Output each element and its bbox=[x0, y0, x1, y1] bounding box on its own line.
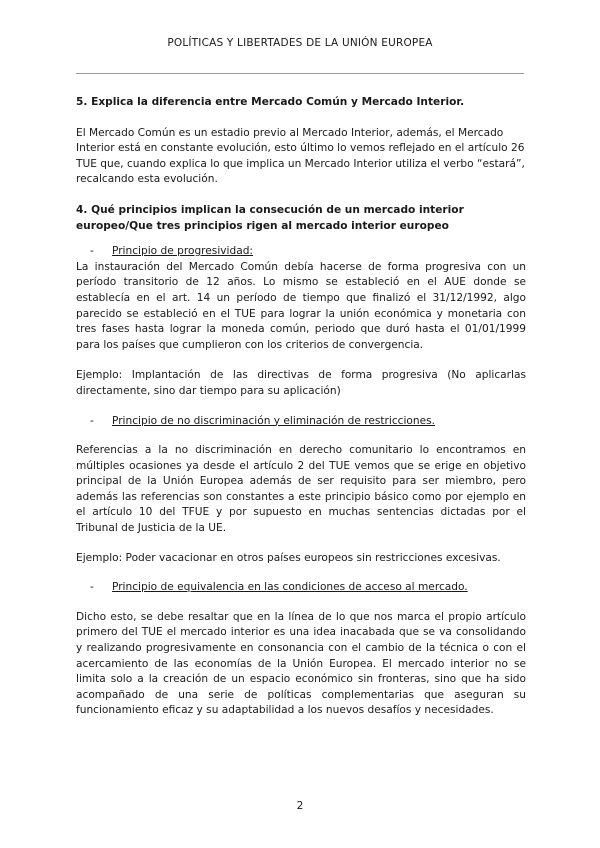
principle-2-label: Principio de no discriminación y eliminación de restricciones. bbox=[112, 414, 436, 427]
page-header: POLÍTICAS Y LIBERTADES DE LA UNIÓN EUROPEA bbox=[167, 37, 433, 49]
principle-3-body: Dicho esto, se debe resaltar que en la línea de lo que nos marca el propio artículo primero del TUE el mercado interior es una idea inacabada que se va consolidando y realizando progresivamente en consonancia con el cambio de la técnica o con el acercamiento de las economías de la Unión Europea. El mercado interior no se limita solo a la creación de un espacio económico sin fronteras, sino que ha sido acompañado de una serie de políticas complementarias que aseguran su funcionamiento eficaz y su adaptabilidad a los nuevos desafíos y necesidades. bbox=[76, 610, 526, 717]
principle-2-heading bbox=[90, 414, 526, 430]
principle-1-example: Ejemplo: Implantación de las directivas de forma progresiva (No aplicarlas directamente, sino dar tiempo para su aplicación) bbox=[76, 369, 526, 397]
bullet-dash: - bbox=[90, 414, 94, 427]
principle-2-example: Ejemplo: Poder vacacionar en otros países europeos sin restricciones excesivas. bbox=[76, 551, 501, 564]
document-body bbox=[76, 95, 526, 719]
principle-1-label: Principio de progresividad: bbox=[112, 245, 253, 258]
principle-1-body: La instauración del Mercado Común debía hacerse de forma progresiva con un período transitorio de 12 años. Lo mismo se estableció en el AUE donde se establecía en el art. 14 un período de tiempo que finalizó el 31/12/1992, algo parecido se estableció en el TUE para lograr la unión económica y monetaria con tres fases hasta lograr la moneda común, periodo que duró hasta el 01/01/1999 para los países que cumplieron con los criterios de convergencia. bbox=[76, 260, 526, 351]
principle-3-label: Principio de equivalencia en las condiciones de acceso al mercado. bbox=[112, 581, 468, 594]
bullet-dash: - bbox=[90, 581, 94, 594]
principle-2-body: Referencias a la no discriminación en derecho comunitario lo encontramos en múltiples ocasiones ya desde el artículo 2 del TUE vemos que se erige en objetivo principal de la Unión Europea además de ser requisito para ser miembro, pero además las referencias son constantes a este principio básico como por ejemplo en el artículo 10 del TFUE y por supuesto en muchas sentencias dictadas por el Tribunal de Justicia de la UE. bbox=[76, 444, 526, 535]
question-5-title: 5. Explica la diferencia entre Mercado Común y Mercado Interior. bbox=[76, 96, 465, 108]
bullet-dash: - bbox=[90, 245, 94, 258]
principle-1-heading bbox=[90, 244, 526, 260]
header-divider bbox=[76, 73, 524, 74]
question-4-title: 4. Qué principios implican la consecución de un mercado interior europeo/Que tres principios rigen al mercado interior europeo bbox=[76, 203, 464, 232]
principle-3-heading bbox=[90, 580, 526, 596]
page-number: 2 bbox=[296, 800, 304, 812]
question-5-body: El Mercado Común es un estadio previo al Mercado Interior, además, el Mercado Interior está en constante evolución, esto último lo vemos reflejado en el artículo 26 TUE que, cuando explica lo que implica un Mercado Interior utiliza el verbo “estará”, recalcando esta evolución. bbox=[76, 126, 525, 186]
